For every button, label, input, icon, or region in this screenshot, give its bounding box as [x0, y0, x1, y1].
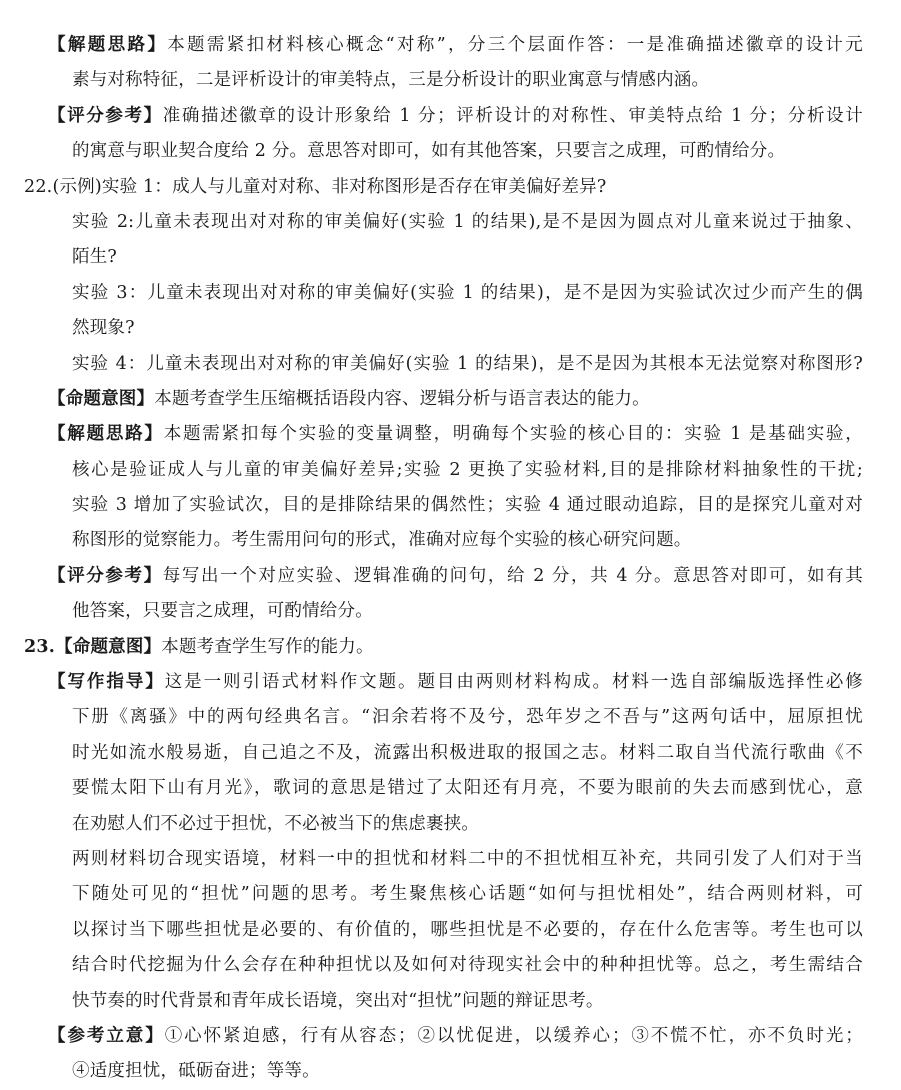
line-text: 在劝慰人们不必过于担忧，不必被当下的焦虑裹挟。 [72, 813, 480, 834]
line-text: 核心是验证成人与儿童的审美偏好差异;实验 2 更换了实验材料,目的是排除材料抽象性的干扰; [72, 459, 863, 480]
line-text: 本题考查学生写作的能力。 [161, 636, 374, 657]
text-line [48, 99, 863, 134]
line-text: 时光如流水般易逝，自己追之不及，流露出积极进取的报国之志。材料二取自当代流行歌曲《不 [72, 742, 863, 763]
question-number: 23. [24, 636, 56, 657]
line-text: 陌生? [72, 247, 117, 268]
text-line [48, 842, 863, 877]
line-text: ④适度担忧，砥砺奋进；等等。 [72, 1061, 320, 1082]
line-text: 两则材料切合现实语境，材料一中的担忧和材料二中的不担忧相互补充，共同引发了人们对于当 [72, 848, 863, 869]
text-line [48, 382, 863, 417]
line-text: 素与对称特征，二是评析设计的审美特点，三是分析设计的职业寓意与情感内涵。 [72, 70, 710, 91]
text-line [48, 276, 863, 311]
line-text: 本题考查学生压缩概括语段内容、逻辑分析与语言表达的能力。 [154, 388, 650, 409]
line-text: 实验 3 增加了实验试次，目的是排除结果的偶然性；实验 4 通过眼动追踪，目的是探究儿童对对 [72, 495, 863, 516]
line-text: 这是一则引语式材料作文题。题目由两则材料构成。材料一选自部编版选择性必修 [164, 672, 863, 693]
text-line [48, 771, 863, 806]
section-tag: 【命题意图】 [48, 388, 155, 409]
text-line [48, 559, 863, 594]
text-line [48, 28, 863, 63]
section-tag: 【写作指导】 [48, 672, 165, 693]
line-text: 本题需紧扣材料核心概念“对称”，分三个层面作答：一是准确描述徽章的设计元 [167, 35, 863, 55]
text-line [48, 807, 863, 842]
line-text: 实验 4：儿童未表现出对对称的审美偏好(实验 1 的结果)，是不是因为其根本无法觉察对称图形? [72, 353, 863, 374]
question-number: 22. [24, 176, 53, 197]
text-line [48, 63, 863, 98]
line-text: 以探讨当下哪些担忧是必要的、有价值的，哪些担忧是不必要的，存在什么危害等。考生也可以 [72, 919, 863, 940]
line-text: 结合时代挖掘为什么会存在种种担忧以及如何对待现实社会中的种种担忧等。总之，考生需结合 [72, 955, 863, 976]
text-line [48, 913, 863, 948]
text-line [48, 523, 863, 558]
question-line [24, 170, 863, 205]
text-line [48, 984, 863, 1019]
line-text: 实验 3：儿童未表现出对对称的审美偏好(实验 1 的结果)，是不是因为实验试次过少而产生的偶 [72, 282, 863, 303]
text-line [48, 134, 863, 169]
text-line [48, 877, 863, 912]
line-text: 然现象? [72, 318, 135, 339]
text-line [48, 417, 863, 452]
text-line [48, 311, 863, 346]
text-line [48, 240, 863, 275]
line-text: 准确描述徽章的设计形象给 1 分；评析设计的对称性、审美特点给 1 分；分析设计 [162, 105, 863, 126]
line-text: 称图形的觉察能力。考生需用问句的形式，准确对应每个实验的核心研究问题。 [72, 530, 692, 551]
line-text: (示例)实验 1：成人与儿童对对称、非对称图形是否存在审美偏好差异? [52, 176, 607, 197]
line-text: 快节奏的时代背景和青年成长语境，突出对“担忧”问题的辩证思考。 [72, 990, 604, 1011]
line-text: 下随处可见的“担忧”问题的思考。考生聚焦核心话题“如何与担忧相处”，结合两则材料，可 [72, 884, 863, 905]
section-tag: 【评分参考】 [48, 105, 163, 126]
section-tag: 【命题意图】 [55, 636, 162, 657]
section-tag: 【参考立意】 [48, 1025, 165, 1046]
section-tag: 【解题思路】 [48, 35, 168, 55]
line-text: 实验 2:儿童未表现出对对称的审美偏好(实验 1 的结果),是不是因为圆点对儿童来说过于抽象、 [72, 211, 863, 232]
line-text: ①心怀紧迫感，行有从容态；②以忧促进，以缓养心；③不慌不忙，亦不负时光； [164, 1025, 863, 1046]
text-line [48, 1054, 863, 1089]
text-line [48, 736, 863, 771]
section-tag: 【评分参考】 [48, 565, 163, 586]
text-line [48, 347, 863, 382]
text-line [48, 700, 863, 735]
text-line [48, 453, 863, 488]
text-line [48, 205, 863, 240]
text-line [48, 488, 863, 523]
text-line [48, 665, 863, 700]
line-text: 他答案，只要言之成理，可酌情给分。 [72, 601, 373, 622]
text-line [48, 594, 863, 629]
line-text: 要慌太阳下山有月光》，歌词的意思是错过了太阳还有月亮，不要为眼前的失去而感到忧心，意 [72, 778, 863, 799]
line-text: 本题需紧扣每个实验的变量调整，明确每个实验的核心目的：实验 1 是基础实验， [163, 424, 863, 445]
text-line [48, 948, 863, 983]
question-line [24, 630, 863, 665]
section-tag: 【解题思路】 [48, 424, 164, 445]
text-line [48, 1019, 863, 1054]
line-text: 下册《离骚》中的两句经典名言。“汩余若将不及兮，恐年岁之不吾与”这两句话中，屈原担忧 [72, 707, 863, 728]
line-text: 的寓意与职业契合度给 2 分。意思答对即可，如有其他答案，只要言之成理，可酌情给分。 [72, 141, 786, 162]
line-text: 每写出一个对应实验、逻辑准确的问句，给 2 分，共 4 分。意思答对即可，如有其 [162, 565, 863, 586]
